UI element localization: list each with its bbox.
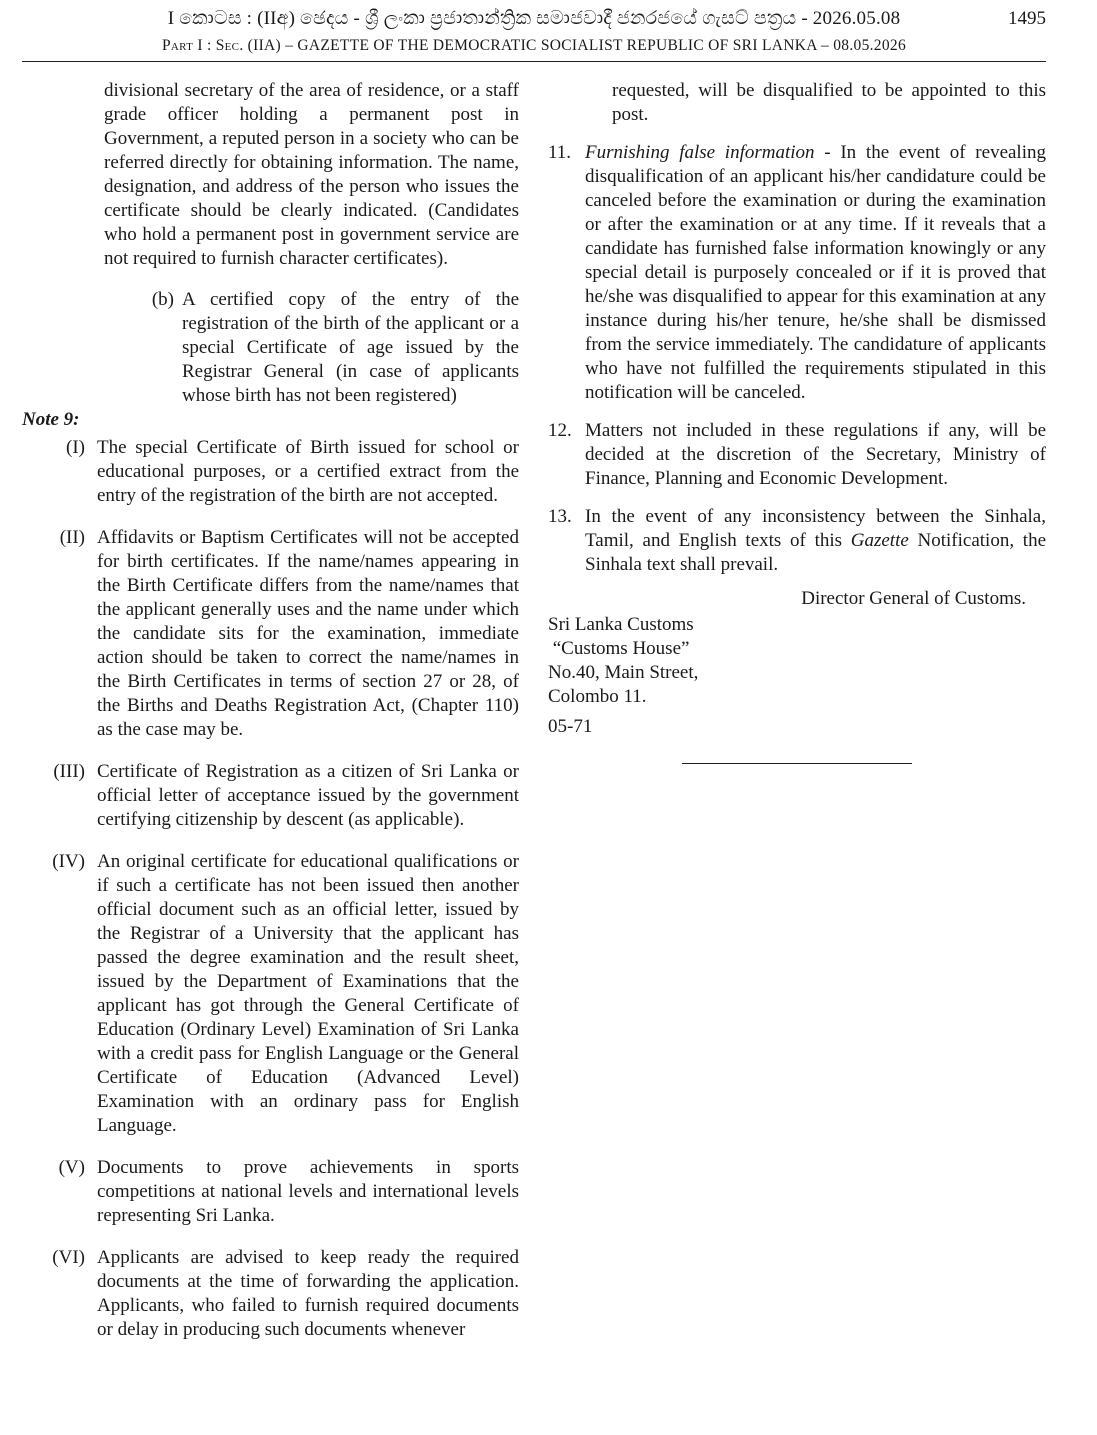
item-b-text: A certified copy of the entry of the registration of the birth of the applicant or a special Certificate of age issued by the Registrar General (in case of applicants whose birth has not been registered)	[182, 289, 519, 406]
note-item-5	[22, 1156, 519, 1228]
header-sinhala-title: I කොටස : (IIඅ) ඡෙදය - ශ්‍රී ලංකා ප්‍රජාතාන්ත්‍රික සමාජවාදී ජනරජයේ ගැසට් පත්‍රය - 2026.05.08	[167, 8, 901, 29]
item-13-gazette: Gazette	[850, 530, 909, 551]
signatory-title: Director General of Customs.	[801, 588, 1026, 609]
page-number: 1495	[1008, 8, 1046, 29]
address-line: “Customs House”	[548, 638, 690, 659]
continuation-paragraph: requested, will be disqualified to be appointed to this post.	[612, 80, 1046, 125]
note-item-text: Applicants are advised to keep ready the required documents at the time of forwarding the application. Applicants, who failed to furnish required documents or delay in producing such documents whenever	[97, 1247, 519, 1340]
header-divider	[22, 61, 1046, 62]
item-11-title: Furnishing false information	[585, 142, 815, 163]
item-13-text-after: Notification, the Sinhala text shall prevail.	[585, 530, 1046, 575]
item-12-label: 12.	[548, 420, 572, 441]
note-item-label: (III)	[53, 761, 85, 782]
item-11-label: 11.	[548, 142, 572, 163]
note-item-label: (VI)	[52, 1247, 85, 1268]
end-divider	[682, 763, 912, 764]
right-column	[548, 79, 1046, 739]
left-column	[22, 79, 519, 1342]
header-english-title: Part I : Sec. (IIA) – GAZETTE OF THE DEMOCRATIC SOCIALIST REPUBLIC OF SRI LANKA – 08.05.2026	[161, 37, 906, 54]
item-b	[22, 288, 519, 408]
item-12-text: Matters not included in these regulations if any, will be decided at the discretion of the Secretary, Ministry of Finance, Planning and Economic Development.	[585, 420, 1046, 489]
item-b-label: (b)	[151, 289, 174, 310]
item-11-text	[585, 141, 1046, 405]
note-item-text: The special Certificate of Birth issued for school or educational purposes, or a certified extract from the entry of the registration of the birth are not accepted.	[97, 437, 519, 506]
item-11-body: - In the event of revealing disqualification of an applicant his/her candidature could be canceled before the examination or during the examination or after the examination or at any time. If it reveals that a candidate has furnished false information knowingly or any special detail is purposely concealed or if it is proved that he/she was disqualified to appear for this examination at any instance during his/her tenure, he/she shall be dismissed from the service immediately. The candidature of applicants who have not fulfilled the requirements stipulated in this notification will be canceled.	[585, 142, 1046, 403]
note-item-label: (I)	[66, 437, 85, 458]
note-item-label: (IV)	[52, 851, 85, 872]
note-item-6	[22, 1246, 519, 1342]
note-item-1	[22, 436, 519, 508]
item-11	[548, 141, 1046, 405]
continuation-paragraph: divisional secretary of the area of residence, or a staff grade officer holding a permanent post in Government, a reputed person in a society who can be referred directly for obtaining information. The name, designation, and address of the person who issues the certificate should be clearly indicated. (Candidates who hold a permanent post in government service are not required to furnish character certificates).	[104, 80, 519, 269]
note-9-heading: Note 9:	[22, 409, 80, 430]
note-item-4	[22, 850, 519, 1138]
note-item-text: Affidavits or Baptism Certificates will not be accepted for birth certificates. If the name/names appearing in the Birth Certificate differs from the name/names that the applicant generally uses and the name under which the candidate sits for the examination, immediate action should be taken to correct the name/names in the Birth Certificates in terms of section 27 or 28, of the Births and Deaths Registration Act, (Chapter 110) as the case may be.	[97, 527, 519, 740]
note-item-text: Documents to prove achievements in sports competitions at national levels and international levels representing Sri Lanka.	[97, 1157, 519, 1226]
note-item-label: (II)	[59, 527, 85, 548]
address-block	[548, 613, 1046, 709]
address-line: Sri Lanka Customs	[548, 614, 694, 635]
page-header	[22, 0, 1046, 64]
item-13	[548, 505, 1046, 577]
item-13-text-before: In the event of any inconsistency between the Sinhala, Tamil, and English texts of this	[585, 506, 1046, 551]
address-line: No.40, Main Street,	[548, 662, 699, 683]
item-13-text	[585, 505, 1046, 577]
address-line: Colombo 11.	[548, 686, 647, 707]
item-12	[548, 419, 1046, 491]
notice-code: 05-71	[548, 716, 593, 737]
note-item-3	[22, 760, 519, 832]
note-item-text: Certificate of Registration as a citizen of Sri Lanka or official letter of acceptance issued by the government certifying citizenship by descent (as applicable).	[97, 761, 519, 830]
note-item-2	[22, 526, 519, 742]
item-13-label: 13.	[548, 506, 572, 527]
note-item-text: An original certificate for educational qualifications or if such a certificate has not been issued then another official document such as an official letter, issued by the Registrar of a University that the applicant has passed the degree examination and the result sheet, issued by the Department of Examinations that the applicant has got through the General Certificate of Education (Ordinary Level) Examination of Sri Lanka with a credit pass for English Language or the General Certificate of Education (Advanced Level) Examination with an ordinary pass for English Language.	[97, 851, 519, 1136]
note-item-label: (V)	[58, 1157, 85, 1178]
